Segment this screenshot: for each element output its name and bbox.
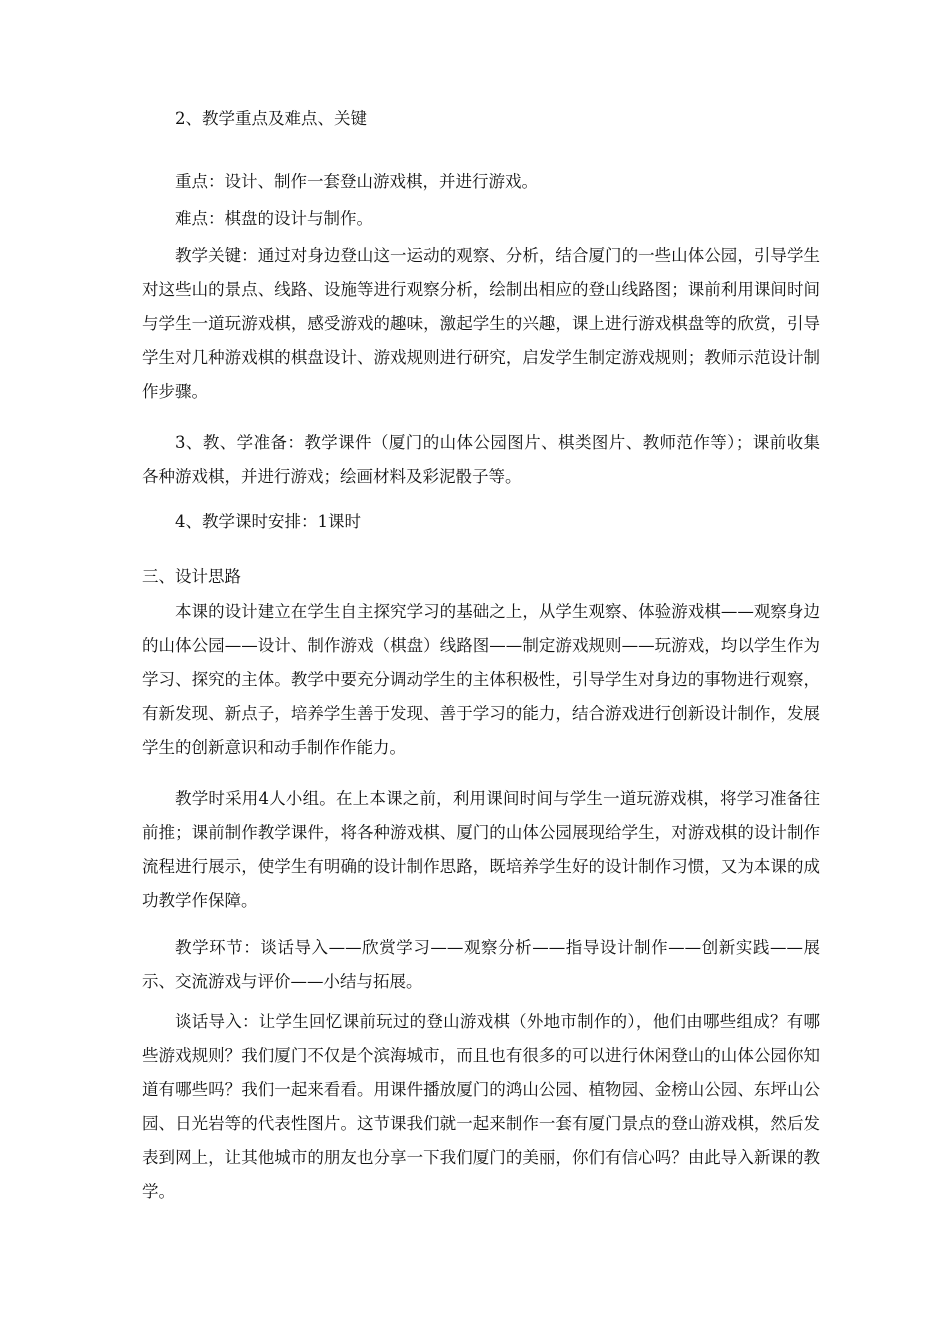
part-3-heading: 三、设计思路 (142, 567, 241, 586)
design-paragraph-3: 教学环节：谈话导入——欣赏学习——观察分析——指导设计制作——创新实践——展示、交流游戏与评价——小结与拓展。 (142, 938, 820, 991)
design-paragraph-4: 谈话导入：让学生回忆课前玩过的登山游戏棋（外地市制作的），他们由哪些组成？有哪些游戏规则？我们厦门不仅是个滨海城市，而且也有很多的可以进行休闲登山的山体公园你知道有哪些吗？我们一起来看看。用课件播放厦门的鸿山公园、植物园、金榜山公园、东坪山公园、日光岩等的代表性图片。这节课我们就一起来制作一套有厦门景点的登山游戏棋，然后发表到网上，让其他城市的朋友也分享一下我们厦门的美丽，你们有信心吗？由此导入新课的教学。 (142, 1012, 820, 1201)
design-paragraph-1: 本课的设计建立在学生自主探究学习的基础之上，从学生观察、体验游戏棋——观察身边的山体公园——设计、制作游戏（棋盘）线路图——制定游戏规则——玩游戏，均以学生作为学习、探究的主体。教学中要充分调动学生的主体积极性，引导学生对身边的事物进行观察，有新发现、新点子，培养学生善于发现、善于学习的能力，结合游戏进行创新设计制作，发展学生的创新意识和动手制作作能力。 (142, 602, 820, 757)
preparation-paragraph: 3、教、学准备：教学课件（厦门的山体公园图片、棋类图片、教师范作等）；课前收集各种游戏棋，并进行游戏；绘画材料及彩泥骰子等。 (142, 433, 820, 486)
design-paragraph-2: 教学时采用4人小组。在上本课之前，利用课间时间与学生一道玩游戏棋，将学习准备往前推；课前制作教学课件，将各种游戏棋、厦门的山体公园展现给学生，对游戏棋的设计制作流程进行展示，使学生有明确的设计制作思路，既培养学生好的设计制作习惯，又为本课的成功教学作保障。 (142, 789, 820, 910)
difficult-point-line: 难点：棋盘的设计与制作。 (175, 209, 373, 228)
teaching-key-paragraph: 教学关键：通过对身边登山这一运动的观察、分析，结合厦门的一些山体公园，引导学生对这些山的景点、线路、设施等进行观察分析，绘制出相应的登山线路图；课前利用课间时间与学生一道玩游戏棋，感受游戏的趣味，激起学生的兴趣，课上进行游戏棋盘等的欣赏，引导学生对几种游戏棋的棋盘设计、游戏规则进行研究，启发学生制定游戏规则；教师示范设计制作步骤。 (142, 246, 820, 401)
key-point-line: 重点：设计、制作一套登山游戏棋，并进行游戏。 (175, 172, 538, 191)
section-2-heading: 2、教学重点及难点、关键 (175, 109, 367, 128)
schedule-line: 4、教学课时安排：1课时 (175, 512, 361, 531)
